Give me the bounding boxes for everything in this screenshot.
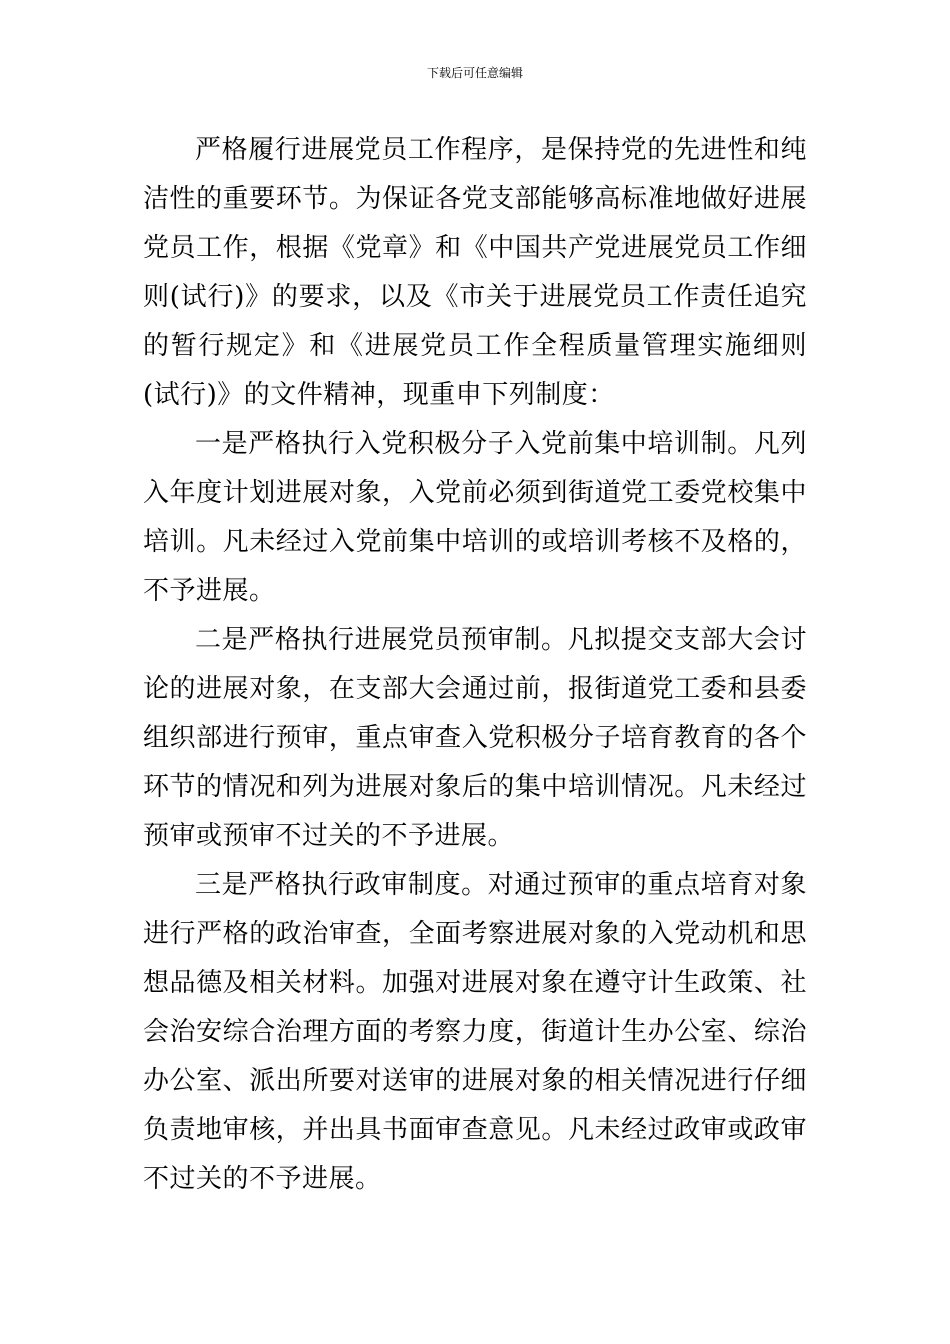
paragraph-item-1: 一是严格执行入党积极分子入党前集中培训制。凡列入年度计划进展对象，入党前必须到街道党工委党校集中培训。凡未经过入党前集中培训的或培训考核不及格的，不予进展。	[143, 429, 807, 606]
paragraph-item-2: 二是严格执行进展党员预审制。凡拟提交支部大会讨论的进展对象，在支部大会通过前，报街道党工委和县委组织部进行预审，重点审查入党积极分子培育教育的各个环节的情况和列为进展对象后的集中培训情况。凡未经过预审或预审不过关的不予进展。	[143, 625, 807, 851]
document-body	[143, 126, 807, 1204]
paragraph-intro: 严格履行进展党员工作程序，是保持党的先进性和纯洁性的重要环节。为保证各党支部能够高标准地做好进展党员工作，根据《党章》和《中国共产党进展党员工作细则(试行)》的要求，以及《市关于进展党员工作责任追究的暂行规定》和《进展党员工作全程质量管理实施细则(试行)》的文件精神，现重申下列制度：	[143, 135, 807, 410]
page-header-note: 下载后可任意编辑	[426, 66, 523, 80]
paragraph-item-3: 三是严格执行政审制度。对通过预审的重点培育对象进行严格的政治审查，全面考察进展对象的入党动机和思想品德及相关材料。加强对进展对象在遵守计生政策、社会治安综合治理方面的考察力度，街道计生办公室、综治办公室、派出所要对送审的进展对象的相关情况进行仔细负责地审核，并出具书面审查意见。凡未经过政审或政审不过关的不予进展。	[143, 870, 807, 1194]
